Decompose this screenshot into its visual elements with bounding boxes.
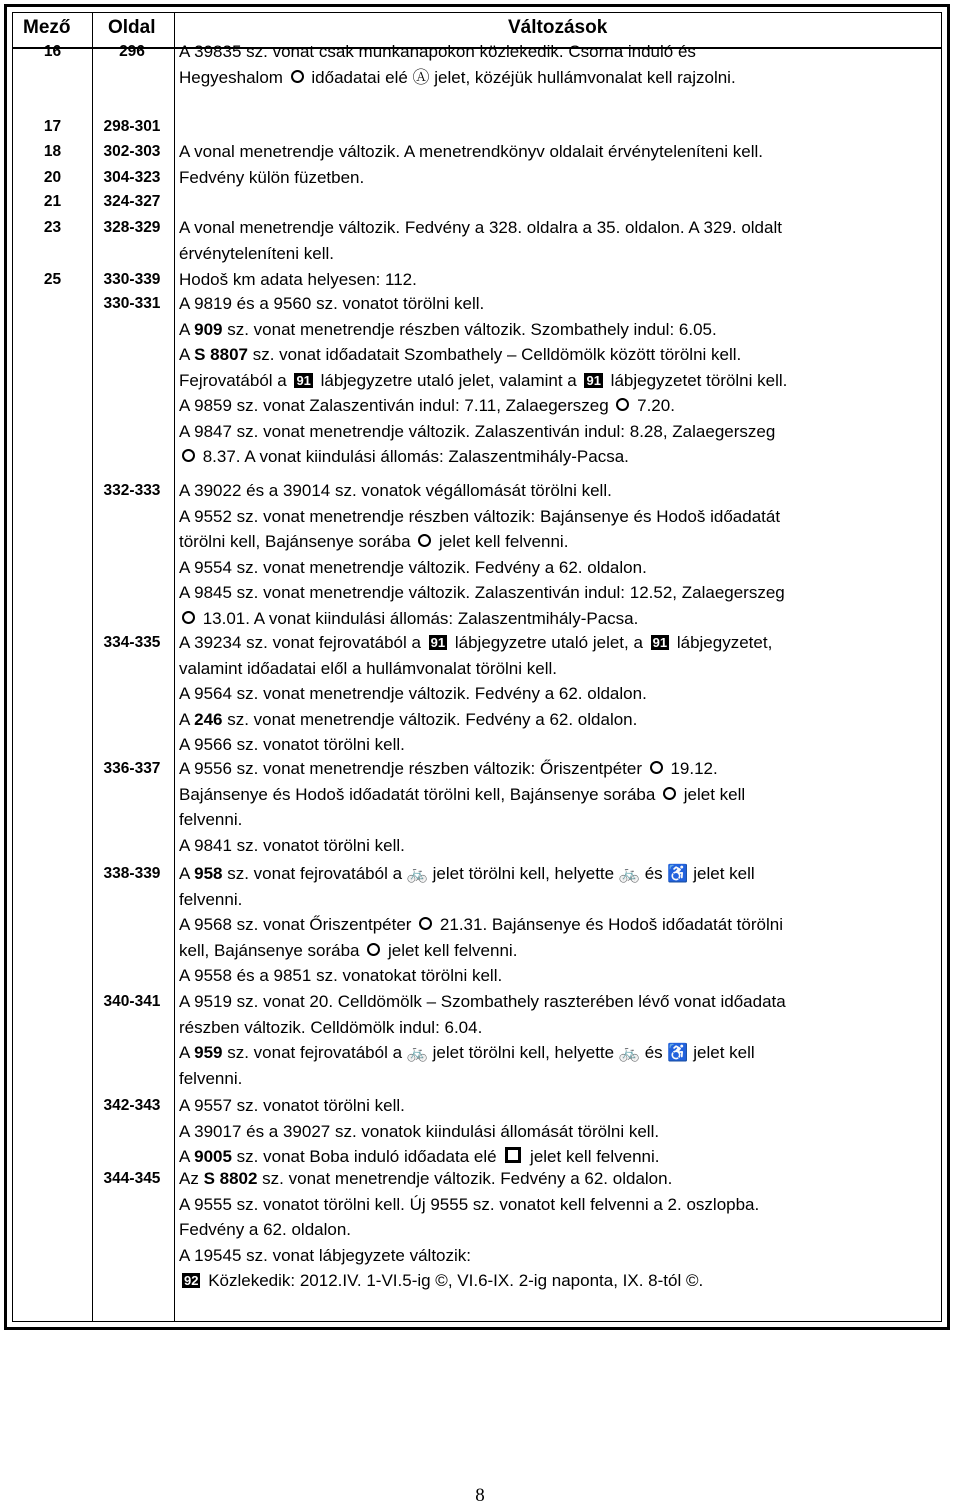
circle-icon (616, 398, 629, 411)
change-line: Fedvény a 62. oldalon. (179, 1220, 352, 1239)
page-cell: 324-327 (103, 193, 161, 210)
page-cell: 330-331 (103, 295, 161, 312)
change-line: A 9819 és a 9560 sz. vonatot törölni kell. (179, 294, 485, 313)
change-line: A vonal menetrendje változik. A menetrendkönyv oldalait érvényteleníteni kell. (179, 142, 764, 161)
change-line: A 9557 sz. vonatot törölni kell. (179, 1096, 405, 1115)
page-cell: 328-329 (103, 219, 161, 236)
field-cell: 23 (43, 219, 62, 236)
change-line: 13.01. A vonat kiindulási állomás: Zalaszentmihály-Pacsa. (179, 606, 933, 632)
footnote-92-icon: 92 (184, 1273, 199, 1288)
change-line: A 9552 sz. vonat menetrendje részben változik: Bajánsenye és Hodoš időadatát (179, 506, 781, 526)
footnote-91-icon: 91 (430, 635, 446, 650)
change-line: A 959 sz. vonat fejrovatából a 🚲 jelet törölni kell, helyette 🚲 és ♿ jelet kell (179, 1043, 755, 1062)
page-cell: 298-301 (103, 118, 161, 135)
change-line: A 9558 és a 9851 sz. vonatokat törölni kell. (179, 966, 503, 985)
change-line: Hegyeshalom időadatai elé Ⓐ jelet, közéjük hullámvonalat kell rajzolni. (179, 67, 736, 87)
page-cell: 302-303 (103, 143, 161, 160)
change-line: A 9859 sz. vonat Zalaszentiván indul: 7.11, Zalaegerszeg 7.20. (179, 396, 675, 415)
header-changes: Változások (508, 17, 608, 38)
square-icon (505, 1147, 521, 1163)
footnote-91-icon: 91 (652, 635, 668, 650)
change-line: A 9568 sz. vonat Őriszentpéter 21.31. Bajánsenye és Hodoš időadatát törölni (179, 915, 783, 934)
change-line: A 39234 sz. vonat fejrovatából a 91 lábjegyzetre utaló jelet, a 91 lábjegyzetet, (179, 633, 773, 652)
change-line: A 909 sz. vonat menetrendje részben változik. Szombathely indul: 6.05. (179, 319, 717, 339)
change-line: érvényteleníteni kell. (179, 243, 334, 263)
change-line: A 9556 sz. vonat menetrendje részben változik: Őriszentpéter 19.12. (179, 759, 718, 778)
page-number: 8 (475, 1485, 485, 1506)
change-line: felvenni. (179, 1068, 243, 1088)
change-line: A 9566 sz. vonatot törölni kell. (179, 735, 405, 754)
change-line: A 39022 és a 39014 sz. vonatok végállomását törölni kell. (179, 481, 612, 500)
change-line: kell, Bajánsenye sorába jelet kell felvenni. (179, 940, 518, 960)
change-line: A 9845 sz. vonat menetrendje változik. Zalaszentiván indul: 12.52, Zalaegerszeg (179, 583, 785, 602)
field-cell: 20 (43, 169, 62, 186)
page-cell: 296 (119, 43, 145, 60)
change-line: 8.37. A vonat kiindulási állomás: Zalaszentmihály-Pacsa. (179, 444, 933, 470)
change-line: A 9005 sz. vonat Boba induló időadata elé jelet kell felvenni. (179, 1147, 660, 1166)
change-line: felvenni. (179, 889, 243, 909)
change-line: Az S 8802 sz. vonat menetrendje változik. Fedvény a 62. oldalon. (179, 1169, 673, 1188)
change-line: A 9847 sz. vonat menetrendje változik. Zalaszentiván indul: 8.28, Zalaegerszeg (179, 421, 776, 441)
change-line: A 9554 sz. vonat menetrendje változik. Fedvény a 62. oldalon. (179, 557, 647, 577)
column-divider (174, 13, 175, 1321)
page-cell: 304-323 (103, 169, 161, 186)
header-field: Mező (23, 17, 71, 38)
change-line: Bajánsenye és Hodoš időadatát törölni kell, Bajánsenye sorába jelet kell (179, 784, 746, 804)
change-line: A S 8807 sz. vonat időadatait Szombathely – Celldömölk között törölni kell. (179, 345, 742, 364)
change-line: részben változik. Celldömölk indul: 6.04. (179, 1017, 483, 1037)
change-line: Fedvény külön füzetben. (179, 168, 365, 187)
circle-icon (419, 917, 432, 930)
circle-icon (182, 449, 195, 462)
field-cell: 25 (43, 271, 62, 288)
circle-icon (663, 787, 676, 800)
change-line: A 19545 sz. vonat lábjegyzete változik: (179, 1245, 472, 1265)
change-line: valamint időadatai elől a hullámvonalat törölni kell. (179, 658, 557, 678)
change-line: A vonal menetrendje változik. Fedvény a 328. oldalra a 35. oldalon. A 329. oldalt (179, 218, 782, 237)
circle-icon (650, 761, 663, 774)
field-cell: 17 (43, 118, 62, 135)
page-cell: 332-333 (103, 482, 161, 499)
page-cell: 336-337 (103, 760, 161, 777)
change-line: törölni kell, Bajánsenye sorába jelet kell felvenni. (179, 532, 569, 551)
change-line: A 9555 sz. vonatot törölni kell. Új 9555 sz. vonatot kell felvenni a 2. oszlopba. (179, 1194, 760, 1214)
page-cell: 342-343 (103, 1097, 161, 1114)
change-line: A 39017 és a 39027 sz. vonatok kiindulási állomását törölni kell. (179, 1121, 660, 1141)
header-page: Oldal (108, 17, 156, 38)
field-cell: 18 (43, 143, 62, 160)
footnote-91-icon: 91 (296, 372, 311, 388)
field-cell: 21 (43, 193, 62, 210)
change-line: felvenni. (179, 810, 243, 829)
change-line: A 958 sz. vonat fejrovatából a 🚲 jelet törölni kell, helyette 🚲 és ♿ jelet kell (179, 864, 755, 883)
change-line: Hodoš km adata helyesen: 112. (179, 270, 417, 289)
page-cell: 338-339 (103, 865, 161, 882)
table-frame (4, 4, 950, 1330)
change-line: A 9564 sz. vonat menetrendje változik. Fedvény a 62. oldalon. (179, 684, 647, 703)
change-line: Fejrovatából a 91 lábjegyzetre utaló jelet, valamint a 91 lábjegyzetet törölni kell. (179, 370, 788, 390)
changes-table (12, 12, 942, 1322)
page-cell: 344-345 (103, 1170, 161, 1187)
change-line: 92 Közlekedik: 2012.IV. 1-VI.5-ig ©, VI.6-IX. 2-ig naponta, IX. 8-tól ©. (184, 1271, 704, 1290)
change-line: A 246 sz. vonat menetrendje változik. Fedvény a 62. oldalon. (179, 709, 638, 729)
circle-icon (418, 534, 431, 547)
page-cell: 334-335 (103, 634, 161, 651)
field-cell: 16 (43, 43, 62, 60)
circle-icon (182, 611, 195, 624)
change-line: A 9841 sz. vonatot törölni kell. (179, 835, 405, 855)
change-line: A 39835 sz. vonat csak munkanapokon közlekedik. Csorna induló és (179, 42, 696, 61)
change-line: A 9519 sz. vonat 20. Celldömölk – Szombathely raszterében lévő vonat időadata (179, 992, 786, 1011)
page-cell: 340-341 (103, 993, 161, 1010)
circle-icon (367, 943, 380, 956)
circle-icon (291, 70, 304, 83)
footnote-91-icon: 91 (586, 372, 601, 388)
page-cell: 330-339 (103, 271, 161, 288)
